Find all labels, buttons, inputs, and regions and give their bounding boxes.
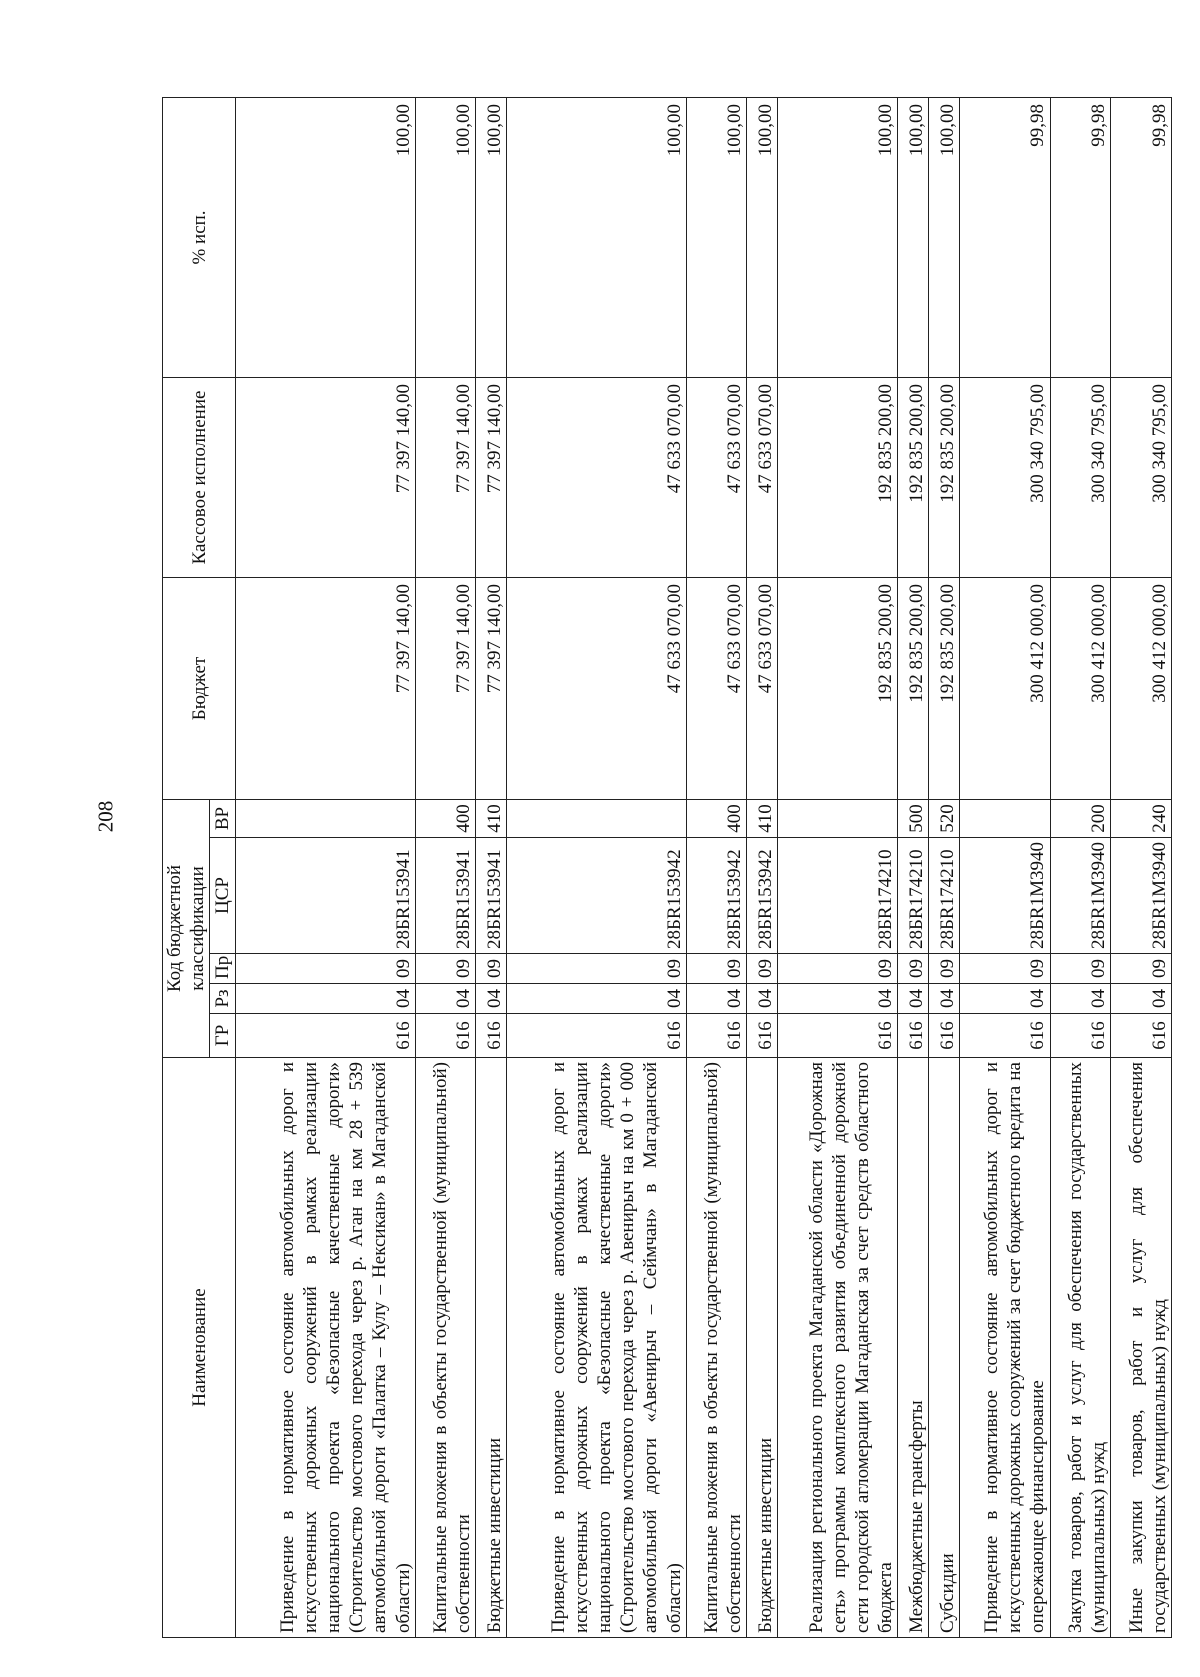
cell-execution: 192 835 200,00 — [929, 377, 960, 577]
cell-gr: 616 — [747, 1014, 778, 1058]
table-row — [236, 97, 415, 1637]
cell-csr: 28БR153941 — [476, 838, 507, 954]
header-vr: ВР — [210, 799, 236, 837]
cell-csr: 28БR174210 — [778, 838, 898, 954]
table-body — [236, 97, 1172, 1637]
cell-vr: 520 — [929, 799, 960, 837]
cell-pr: 09 — [1111, 954, 1172, 984]
cell-execution: 300 340 795,00 — [960, 377, 1050, 577]
cell-gr: 616 — [686, 1014, 747, 1058]
header-csr: ЦСР — [210, 838, 236, 954]
cell-budget: 47 633 070,00 — [507, 577, 686, 799]
cell-rz: 04 — [1111, 984, 1172, 1014]
cell-csr: 28БR1М3940 — [1111, 838, 1172, 954]
cell-name: Приведение в нормативное состояние автомобильных дорог и искусственных дорожных сооружений в рамках реализации национального проекта «Безопасные качественные дороги» (Строительство мостового перехода через р. Авенирыч на км 0 + 000 автомобильной дороги «Авенирыч – Сеймчан» в Магаданской области) — [507, 1058, 686, 1638]
cell-name: Субсидии — [929, 1058, 960, 1638]
cell-gr: 616 — [236, 1014, 415, 1058]
cell-gr: 616 — [898, 1014, 929, 1058]
header-pr: Пр — [210, 954, 236, 984]
header-name: Наименование — [163, 1058, 236, 1638]
page-number: 208 — [93, 800, 118, 833]
cell-execution: 47 633 070,00 — [507, 377, 686, 577]
cell-csr: 28БR153941 — [236, 838, 415, 954]
cell-execution: 300 340 795,00 — [1050, 377, 1111, 577]
cell-budget: 77 397 140,00 — [236, 577, 415, 799]
header-code-group: Код бюджетной классификации — [163, 799, 210, 1057]
cell-pr: 09 — [415, 954, 476, 984]
table-row — [1111, 97, 1172, 1637]
cell-csr: 28БR174210 — [898, 838, 929, 954]
cell-pr: 09 — [507, 954, 686, 984]
cell-vr — [960, 799, 1050, 837]
cell-rz: 04 — [415, 984, 476, 1014]
cell-rz: 04 — [476, 984, 507, 1014]
header-budget: Бюджет — [163, 577, 236, 799]
cell-name: Межбюджетные трансферты — [898, 1058, 929, 1638]
cell-name: Иные закупки товаров, работ и услуг для обеспечения государственных (муниципальных) нужд — [1111, 1058, 1172, 1638]
cell-vr: 410 — [476, 799, 507, 837]
cell-pr: 09 — [236, 954, 415, 984]
cell-percent: 100,00 — [778, 97, 898, 377]
cell-csr: 28БR153942 — [686, 838, 747, 954]
cell-vr: 240 — [1111, 799, 1172, 837]
table-row — [415, 97, 476, 1637]
cell-percent: 100,00 — [929, 97, 960, 377]
cell-percent: 100,00 — [747, 97, 778, 377]
cell-name: Закупка товаров, работ и услуг для обеспечения государственных (муниципальных) нужд — [1050, 1058, 1111, 1638]
cell-name: Приведение в нормативное состояние автомобильных дорог и искусственных дорожных сооружений за счет бюджетного кредита на опережающее финансирование — [960, 1058, 1050, 1638]
cell-name: Бюджетные инвестиции — [476, 1058, 507, 1638]
cell-pr: 09 — [929, 954, 960, 984]
cell-pr: 09 — [747, 954, 778, 984]
table-row — [960, 97, 1050, 1637]
table-row — [686, 97, 747, 1637]
cell-pr: 09 — [686, 954, 747, 984]
header-execution: Кассовое исполнение — [163, 377, 236, 577]
cell-name: Капитальные вложения в объекты государственной (муниципальной) собственности — [415, 1058, 476, 1638]
cell-vr — [778, 799, 898, 837]
cell-rz: 04 — [747, 984, 778, 1014]
cell-execution: 192 835 200,00 — [778, 377, 898, 577]
cell-percent: 99,98 — [1050, 97, 1111, 377]
cell-gr: 616 — [929, 1014, 960, 1058]
cell-csr: 28БR1М3940 — [1050, 838, 1111, 954]
budget-execution-table — [162, 97, 1172, 1638]
cell-execution: 77 397 140,00 — [415, 377, 476, 577]
cell-name: Капитальные вложения в объекты государственной (муниципальной) собственности — [686, 1058, 747, 1638]
cell-rz: 04 — [929, 984, 960, 1014]
cell-percent: 100,00 — [686, 97, 747, 377]
table-row — [476, 97, 507, 1637]
cell-rz: 04 — [507, 984, 686, 1014]
cell-gr: 616 — [507, 1014, 686, 1058]
cell-pr: 09 — [476, 954, 507, 984]
table-row — [1050, 97, 1111, 1637]
cell-budget: 192 835 200,00 — [929, 577, 960, 799]
header-percent: % исп. — [163, 97, 236, 377]
cell-gr: 616 — [1111, 1014, 1172, 1058]
cell-rz: 04 — [686, 984, 747, 1014]
cell-execution: 300 340 795,00 — [1111, 377, 1172, 577]
cell-rz: 04 — [236, 984, 415, 1014]
cell-csr: 28БR1М3940 — [960, 838, 1050, 954]
table-row — [747, 97, 778, 1637]
cell-budget: 77 397 140,00 — [476, 577, 507, 799]
header-row-1 — [163, 97, 210, 1637]
cell-vr — [507, 799, 686, 837]
cell-csr: 28БR153942 — [507, 838, 686, 954]
cell-execution: 47 633 070,00 — [686, 377, 747, 577]
cell-execution: 77 397 140,00 — [236, 377, 415, 577]
cell-percent: 100,00 — [476, 97, 507, 377]
cell-name: Реализация регионального проекта Магаданской области «Дорожная сеть» программы комплексного развития объединенной дорожной сети городской агломерации Магаданская за счет средств областного бюджета — [778, 1058, 898, 1638]
budget-table-container — [162, 98, 1172, 1638]
cell-pr: 09 — [898, 954, 929, 984]
cell-csr: 28БR153941 — [415, 838, 476, 954]
cell-csr: 28БR174210 — [929, 838, 960, 954]
cell-vr: 400 — [415, 799, 476, 837]
cell-name: Бюджетные инвестиции — [747, 1058, 778, 1638]
cell-gr: 616 — [415, 1014, 476, 1058]
cell-budget: 300 412 000,00 — [960, 577, 1050, 799]
cell-gr: 616 — [960, 1014, 1050, 1058]
cell-rz: 04 — [960, 984, 1050, 1014]
cell-rz: 04 — [1050, 984, 1111, 1014]
cell-csr: 28БR153942 — [747, 838, 778, 954]
cell-budget: 192 835 200,00 — [778, 577, 898, 799]
cell-vr: 410 — [747, 799, 778, 837]
header-rz: Рз — [210, 984, 236, 1014]
cell-execution: 47 633 070,00 — [747, 377, 778, 577]
cell-vr: 500 — [898, 799, 929, 837]
cell-vr: 200 — [1050, 799, 1111, 837]
cell-budget: 300 412 000,00 — [1111, 577, 1172, 799]
cell-budget: 77 397 140,00 — [415, 577, 476, 799]
cell-name: Приведение в нормативное состояние автомобильных дорог и искусственных дорожных сооружений в рамках реализации национального проекта «Безопасные качественные дороги» (Строительство мостового перехода через р. Аган на км 28 + 539 автомобильной дороги «Палатка – Кулу – Нексикан» в Магаданской области) — [236, 1058, 415, 1638]
cell-percent: 100,00 — [236, 97, 415, 377]
cell-percent: 99,98 — [1111, 97, 1172, 377]
header-gr: ГР — [210, 1014, 236, 1058]
cell-rz: 04 — [778, 984, 898, 1014]
table-row — [778, 97, 898, 1637]
cell-budget: 47 633 070,00 — [747, 577, 778, 799]
cell-pr: 09 — [960, 954, 1050, 984]
cell-rz: 04 — [898, 984, 929, 1014]
cell-vr — [236, 799, 415, 837]
table-row — [898, 97, 929, 1637]
cell-gr: 616 — [1050, 1014, 1111, 1058]
cell-percent: 100,00 — [898, 97, 929, 377]
table-row — [929, 97, 960, 1637]
cell-pr: 09 — [1050, 954, 1111, 984]
cell-budget: 300 412 000,00 — [1050, 577, 1111, 799]
cell-execution: 77 397 140,00 — [476, 377, 507, 577]
cell-gr: 616 — [476, 1014, 507, 1058]
cell-execution: 192 835 200,00 — [898, 377, 929, 577]
cell-percent: 100,00 — [415, 97, 476, 377]
cell-gr: 616 — [778, 1014, 898, 1058]
cell-budget: 47 633 070,00 — [686, 577, 747, 799]
cell-budget: 192 835 200,00 — [898, 577, 929, 799]
cell-percent: 99,98 — [960, 97, 1050, 377]
cell-vr: 400 — [686, 799, 747, 837]
table-row — [507, 97, 686, 1637]
cell-percent: 100,00 — [507, 97, 686, 377]
cell-pr: 09 — [778, 954, 898, 984]
